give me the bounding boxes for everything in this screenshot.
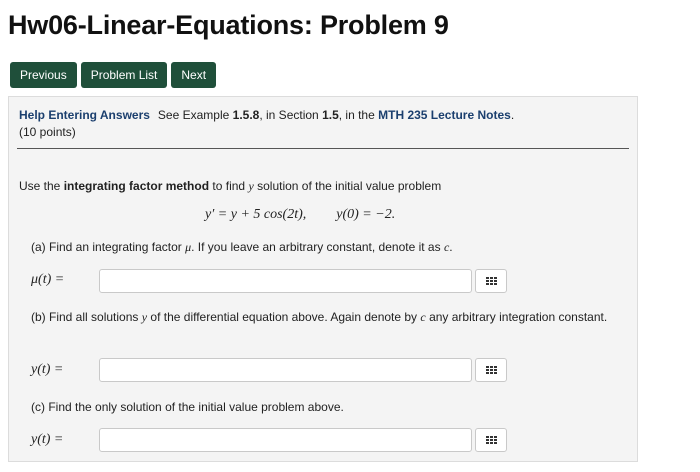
initial-condition: y(0) = −2. <box>336 207 396 222</box>
points-label: (10 points) <box>19 125 76 139</box>
y-label-c: y(t) = <box>31 432 64 447</box>
help-in-section: , in Section <box>259 108 319 122</box>
intro-variable: y <box>248 179 254 193</box>
divider <box>17 148 629 149</box>
part-b-text: of the differential equation above. Again denote by <box>150 310 418 324</box>
part-c-question: (c) Find the only solution of the initial value problem above. <box>31 400 344 414</box>
help-line <box>19 108 514 122</box>
section-number: 1.5 <box>322 108 339 122</box>
example-number: 1.5.8 <box>232 108 260 122</box>
problem-panel <box>8 96 638 462</box>
part-b-text: any arbitrary integration constant. <box>429 310 608 324</box>
problem-intro <box>19 179 441 194</box>
intro-text: to find <box>212 179 246 193</box>
previous-button[interactable]: Previous <box>10 62 77 88</box>
ode-left: y′ = y + 5 cos(2t), <box>205 207 307 222</box>
intro-method: integrating factor method <box>63 179 210 193</box>
matrix-grid-icon <box>486 366 497 374</box>
problem-nav <box>10 62 216 88</box>
help-period: . <box>510 108 515 122</box>
part-b-question <box>31 309 627 326</box>
part-a-text: (a) Find an integrating factor <box>31 240 182 254</box>
problem-list-button[interactable]: Problem List <box>81 62 168 88</box>
equation-editor-button[interactable] <box>475 428 507 452</box>
lecture-notes-link[interactable]: MTH 235 Lecture Notes <box>378 108 511 122</box>
next-button[interactable]: Next <box>171 62 216 88</box>
part-a-constant: c <box>443 240 450 254</box>
part-b-symbol: y <box>141 310 148 324</box>
matrix-grid-icon <box>486 277 497 285</box>
part-a-text: . If you leave an arbitrary constant, denote it as <box>191 240 441 254</box>
ode-equation <box>205 207 395 223</box>
matrix-grid-icon <box>486 436 497 444</box>
help-in-the: , in the <box>338 108 375 122</box>
help-entering-answers-link[interactable]: Help Entering Answers <box>19 108 150 122</box>
intro-text: Use the <box>19 179 61 193</box>
part-b-constant: c <box>420 310 426 324</box>
equation-editor-button[interactable] <box>475 358 507 382</box>
page-title: Hw06-Linear-Equations: Problem 9 <box>8 10 449 40</box>
mu-label: μ(t) = <box>31 272 65 287</box>
equation-editor-button[interactable] <box>475 269 507 293</box>
mu-answer-input[interactable] <box>99 269 472 293</box>
help-see: See Example <box>157 108 230 122</box>
y-label-b: y(t) = <box>31 362 64 377</box>
part-a-text: . <box>449 240 453 254</box>
particular-solution-input[interactable] <box>99 428 472 452</box>
part-a-question <box>31 239 453 256</box>
general-solution-input[interactable] <box>99 358 472 382</box>
intro-text: solution of the initial value problem <box>257 179 442 193</box>
part-b-text: (b) Find all solutions <box>31 310 139 324</box>
part-a-symbol: μ <box>185 240 192 254</box>
